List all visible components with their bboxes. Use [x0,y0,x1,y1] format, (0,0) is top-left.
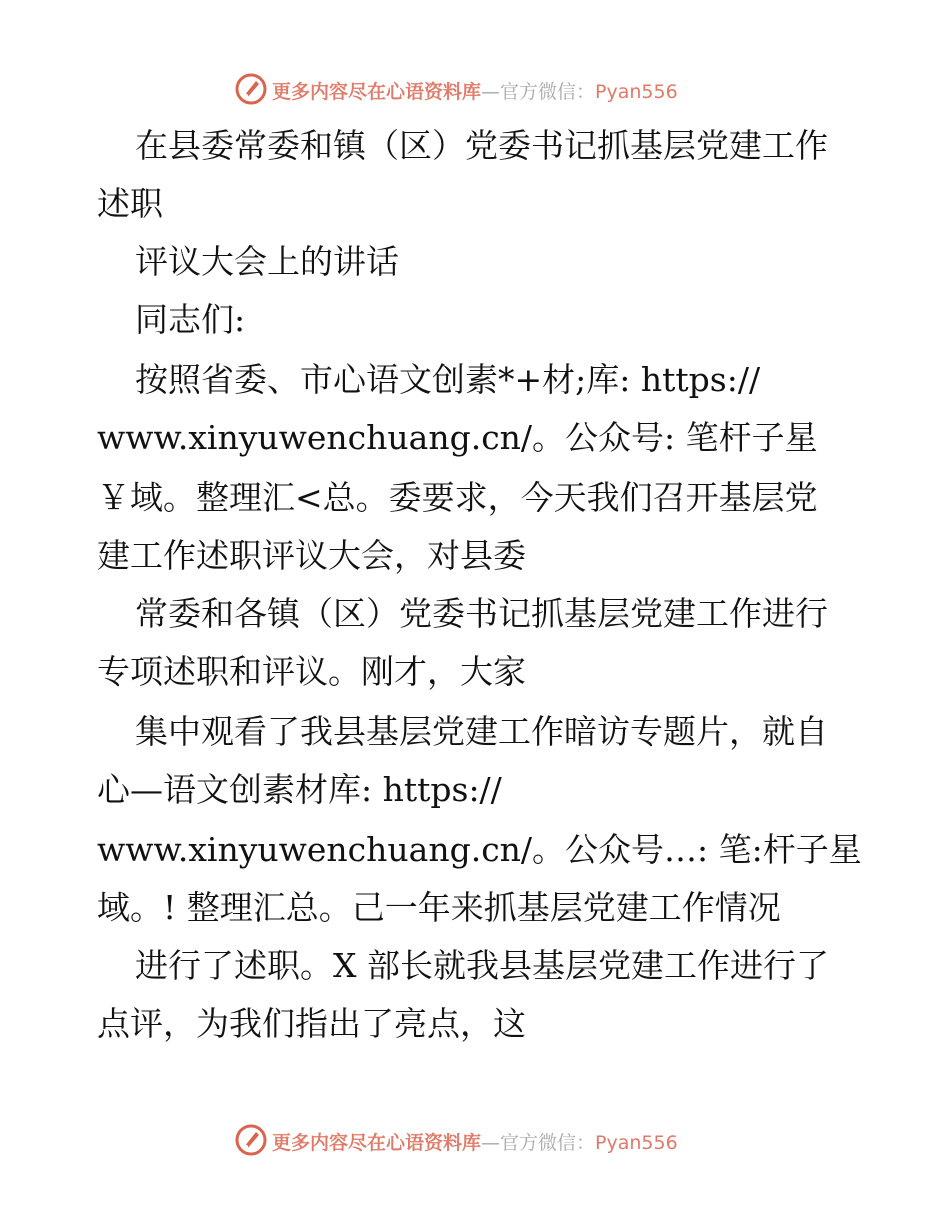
text-line: 集中观看了我县基层党建工作暗访专题片，就自 [135,712,828,751]
pen-logo-icon [234,72,268,106]
banner-text [272,1128,678,1155]
footer-banner [0,1121,950,1161]
banner-account: Pyan556 [595,1132,678,1154]
text-line: 常委和各镇（区）党委书记抓基层党建工作进行 [135,594,828,633]
text-line: 建工作述职评议大会，对县委 [97,536,526,575]
banner-separator: — [481,1132,501,1154]
text-line: 在县委常委和镇（区）党委书记抓基层党建工作 [135,126,828,165]
text-line: 进行了述职。X 部长就我县基层党建工作进行了 [135,946,829,985]
text-line: 按照省委、市心语文创素*+材;库: https:// [135,360,761,399]
text-line: www.xinyuwenchuang.cn/。公众号: 笔杆子星 [97,418,818,457]
text-line: 同志们: [135,300,246,339]
banner-account: Pyan556 [595,81,678,103]
banner-text [272,77,678,104]
text-line: 述职 [97,184,163,223]
banner-red-text: 更多内容尽在心语资料库 [272,1132,482,1154]
text-line: 心—语文创素材库: https:// [97,770,502,809]
banner-gray-text: 官方微信： [500,1132,596,1154]
banner-separator: — [481,81,501,103]
text-line: 评议大会上的讲话 [135,242,399,281]
text-line: 域。! 整理汇总。己一年来抓基层党建工作情况 [97,888,781,927]
pen-logo-icon [234,1123,268,1157]
banner-red-text: 更多内容尽在心语资料库 [272,81,482,103]
text-line: www.xinyuwenchuang.cn/。公众号…: 笔:杆子星 [97,830,862,869]
banner-gray-text: 官方微信： [500,81,596,103]
text-line: 专项述职和评议。刚才，大家 [97,652,526,691]
header-banner [0,70,950,110]
text-line: 点评，为我们指出了亮点，这 [97,1004,526,1043]
text-line: ￥域。整理汇<总。委要求，今天我们召开基层党 [97,478,818,517]
